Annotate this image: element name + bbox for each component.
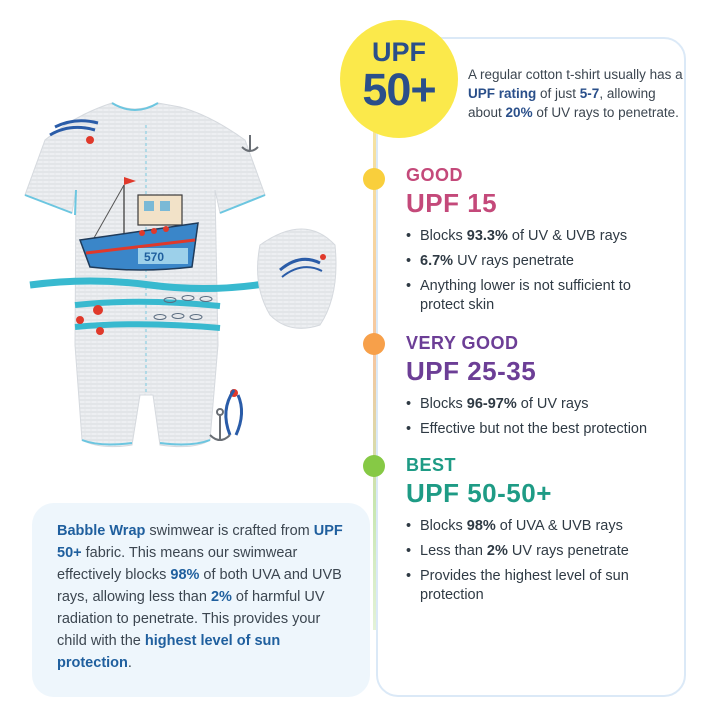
tier-bullet: • Anything lower is not sufficient to protect skin: [406, 277, 670, 315]
intro-part: of just: [536, 86, 580, 101]
upf-badge: [340, 20, 458, 138]
intro-highlight: 5-7: [579, 86, 600, 101]
badge-label: UPF: [372, 37, 426, 67]
tier-name: UPF 50-50+: [406, 478, 552, 508]
intro-highlight: UPF rating: [468, 86, 537, 101]
tier-bullet: • Less than 2% UV rays penetrate: [406, 542, 696, 561]
tier-bullet: • Blocks 93.3% of UV & UVB rays: [406, 227, 696, 246]
intro-part: of UV rays to penetrate.: [532, 105, 679, 120]
callout-highlight: UPF 50+: [57, 523, 343, 561]
tier-bullet: • 6.7% UV rays penetrate: [406, 252, 696, 271]
boat-number: 570: [144, 250, 165, 264]
good-dot: [363, 168, 385, 190]
intro-part: , allowing about: [468, 86, 656, 120]
callout-highlight: highest level of sun protection: [57, 633, 281, 671]
tier-level: GOOD: [406, 165, 464, 185]
tier-bullet: • Effective but not the best protection: [406, 420, 696, 439]
tier-name: UPF 15: [406, 188, 498, 218]
intro-highlight: 20%: [505, 105, 533, 120]
badge-value: 50+: [362, 64, 436, 115]
timeline-line: [373, 130, 376, 630]
tier-good: [406, 165, 696, 321]
tier-bullet: • Provides the highest level of sun protection: [406, 567, 630, 605]
callout-highlight: 98%: [170, 567, 200, 583]
swim-cap: [258, 229, 336, 328]
tier-bullet: • Blocks 96-97% of UV rays: [406, 395, 696, 414]
tier-very-good: [406, 333, 696, 445]
tier-name: UPF 25-35: [406, 356, 537, 386]
tier-level: VERY GOOD: [406, 333, 519, 353]
best-dot: [363, 455, 385, 477]
intro-part: A regular cotton t-shirt usually has a: [468, 67, 683, 82]
brand-callout: Babble Wrap swimwear is crafted from UPF 50+ fabric. This means our swimwear effectively blocks 98% of both UVA and UVB rays, allowing less than 2% of harmful UV radiation to penetrate. This provides your child with the highest level of sun protection.: [32, 503, 370, 697]
tier-best: [406, 455, 696, 611]
callout-highlight: Babble Wrap: [57, 523, 146, 539]
intro-text: [468, 65, 683, 122]
tier-bullet: • Blocks 98% of UVA & UVB rays: [406, 517, 696, 536]
swimsuit-illustration: [20, 95, 340, 475]
callout-highlight: 2%: [210, 589, 232, 605]
very-good-dot: [363, 333, 385, 355]
tier-level: BEST: [406, 455, 457, 475]
